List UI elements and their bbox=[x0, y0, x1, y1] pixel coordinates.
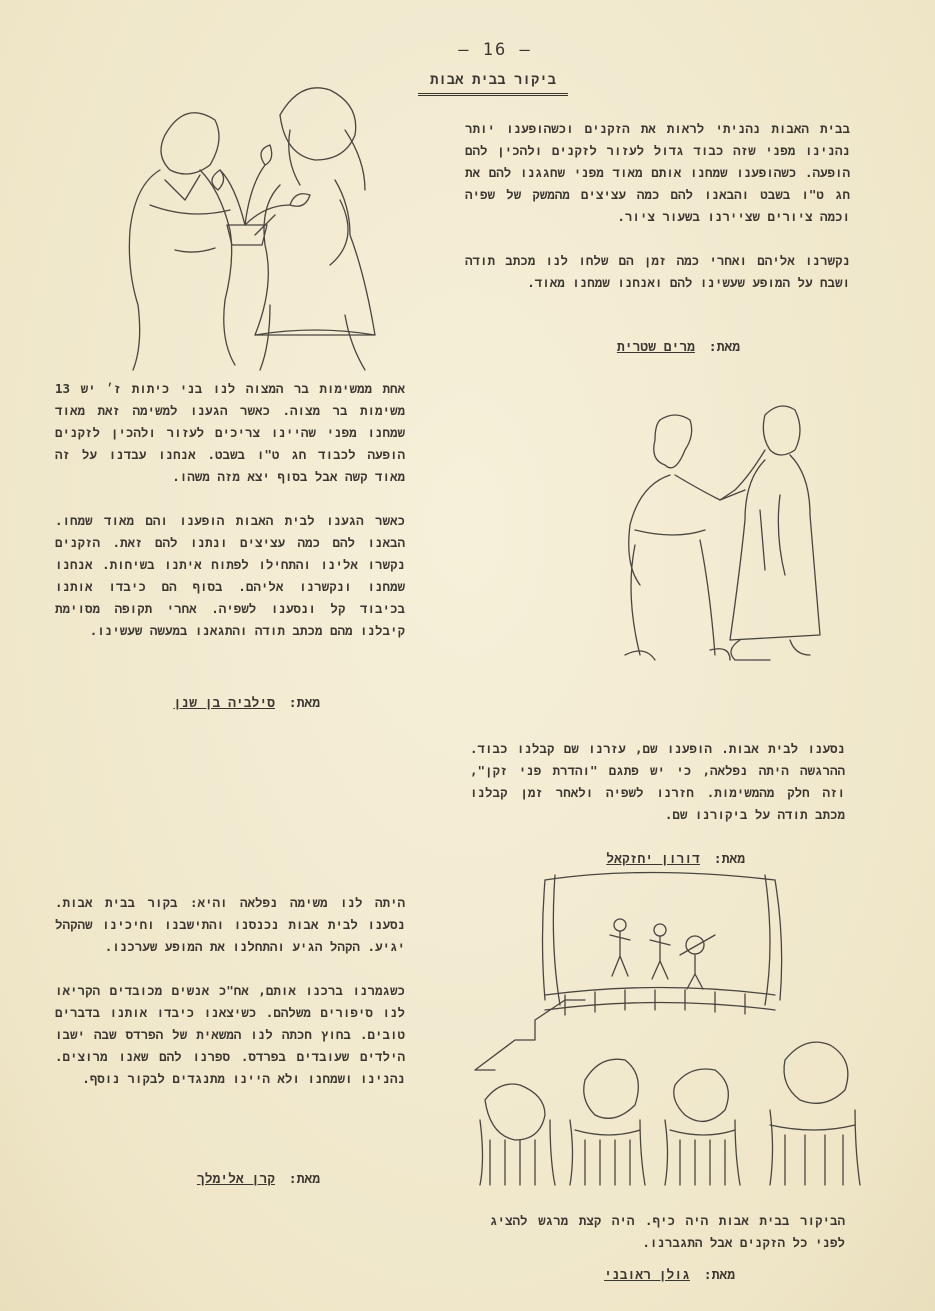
author-name: קרן אלימלך bbox=[196, 1172, 275, 1187]
sketch-stage-audience bbox=[465, 870, 865, 1195]
plant-gift-sketch-icon bbox=[105, 75, 405, 375]
article-2-author bbox=[140, 696, 320, 711]
author-name: גולן ראובני bbox=[604, 1268, 690, 1283]
sketch-giving-plant bbox=[105, 75, 405, 375]
author-name: מרים שטרית bbox=[616, 340, 695, 355]
sketch-handshake bbox=[590, 400, 840, 665]
stage-sketch-icon bbox=[465, 870, 865, 1195]
article-5-text bbox=[490, 1210, 845, 1254]
article-4-author bbox=[140, 1172, 320, 1187]
article-1-paragraph-1: בבית האבות נהניתי לראות את הזקנים וכשהופענו יותר נהנינו מפני שזה כבוד גדול לעזור לזקנים ולהכין להם הופעה. כשהופענו שמחנו אותם מאוד מפני שחגגנו להם את חג ט"ו בשבט והבאנו להם כמה עציצים מהמשק של שפיה וכמה ציורים שציירנו בשעור ציור. bbox=[465, 121, 850, 224]
author-name: דורון יחזקאל bbox=[606, 852, 700, 867]
article-2-paragraph-1: אחת ממשימות בר המצוה לנו בני כיתות ז׳ יש 13 משימות בר מצוה. כאשר הגענו למשימה זאת מאוד שמחנו מפני שהיינו צריכים לעזור ולהכין לזקנים הופעה לכבוד חג ט"ו בשבט. אנחנו עבדנו על זה מאוד קשה אבל בסוף יצא מזה משהו. bbox=[55, 381, 405, 484]
handshake-sketch-icon bbox=[590, 400, 840, 665]
article-3-author bbox=[565, 852, 745, 867]
article-3-paragraph-1: נסענו לבית אבות. הופענו שם, עזרנו שם קבלנו כבוד. ההרגשה היתה נפלאה, כי יש פתגם "והדרת פני זקן", וזה חלק מהמשימות. חזרנו לשפיה ולאחר זמן קבלנו מכתב תודה על ביקורנו שם. bbox=[470, 741, 845, 822]
article-1-paragraph-2: נקשרנו אליהם ואחרי כמה זמן הם שלחו לנו מכתב תודה ושבח על המופע שעשינו להם ואנחנו שמחנו מאוד. bbox=[465, 253, 850, 290]
article-1-text bbox=[465, 118, 850, 294]
author-label: מאת: bbox=[708, 340, 740, 355]
article-5-paragraph-1: הביקור בבית אבות היה כיף. היה קצת מרגש להציג לפני כל הזקנים אבל התגברנו. bbox=[490, 1213, 845, 1250]
page-number: – 16 – bbox=[458, 40, 532, 60]
author-label: מאת: bbox=[288, 696, 320, 711]
article-1-author bbox=[560, 340, 740, 355]
author-label: מאת: bbox=[288, 1172, 320, 1187]
article-2-text bbox=[55, 378, 405, 642]
article-3-text bbox=[470, 738, 845, 826]
article-4-paragraph-2: כשגמרנו ברכנו אותם, אח"כ אנשים מכובדים הקריאו לנו סיפורים משלהם. כשיצאנו כיבדו אותנו בדברים טובים. בחוץ חכתה לנו המשאית של הפרדס שבה ישבו הילדים שעובדים בפרדס. ספרנו להם שאנו מרוצים. נהנינו ושמחנו ולא היינו מתנגדים לבקור נוסף. bbox=[55, 983, 405, 1086]
author-name: סילביה בן שנן bbox=[173, 696, 275, 711]
page-title: ביקור בבית אבות bbox=[418, 72, 568, 96]
article-5-author bbox=[555, 1268, 735, 1283]
article-4-text bbox=[55, 892, 405, 1090]
article-2-paragraph-2: כאשר הגענו לבית האבות הופענו והם מאוד שמחו. הבאנו להם כמה עציצים ונתנו להם זאת. הזקנים נקשרו אלינו והתחילו לפתוח איתנו בשיחות. אנחנו שמחנו ונקשרנו אליהם. בסוף הם כיבדו אותנו בכיבוד קל ונסענו לשפיה. אחרי תקופה מסוימת קיבלנו מהם מכתב תודה והתגאנו במעשה שעשינו. bbox=[55, 513, 405, 638]
author-label: מאת: bbox=[703, 1268, 735, 1283]
author-label: מאת: bbox=[713, 852, 745, 867]
article-4-paragraph-1: היתה לנו משימה נפלאה והיא: בקור בבית אבות. נסענו לבית אבות נכנסנו והתישבנו וחיכינו שהקהל יגיע. הקהל הגיע והתחלנו את המופע שערכנו. bbox=[55, 895, 405, 954]
